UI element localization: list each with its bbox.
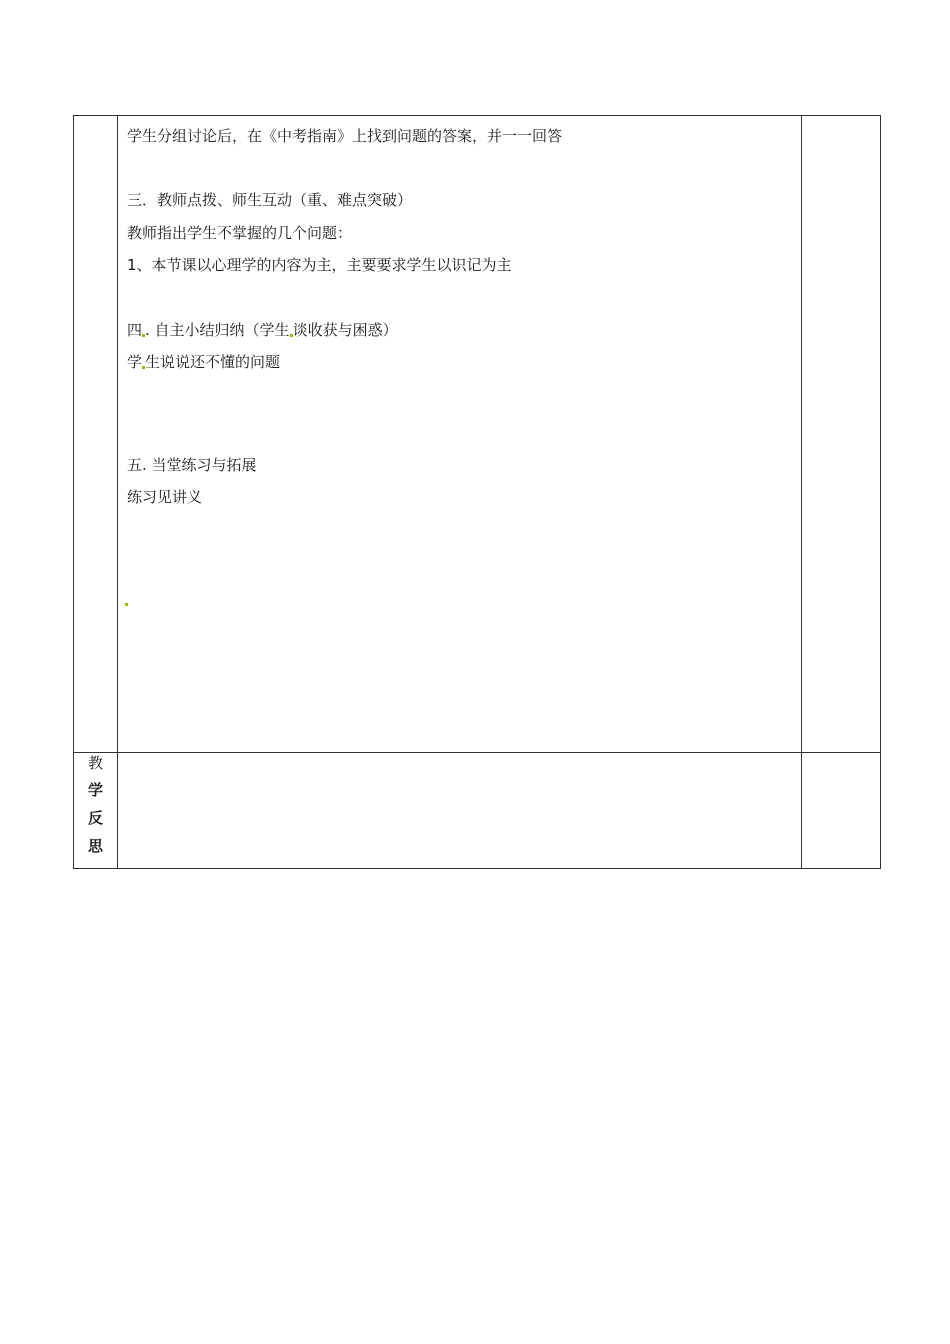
lesson-plan-table — [73, 115, 881, 869]
line-group-discussion: 学生分组讨论后，在《中考指南》上找到问题的答案，并一一回答 — [127, 127, 563, 145]
line-exercises: 练习见讲义 — [127, 488, 203, 506]
section-five-heading: 五. 当堂练习与拓展 — [127, 456, 257, 474]
line-students-questions — [127, 352, 280, 372]
section-four-title-part2: 谈收获与困惑） — [292, 321, 398, 339]
section-three-heading: 三．教师点拨、师生互动（重、难点突破） — [127, 191, 413, 209]
column-divider-left — [117, 116, 118, 868]
line-teacher-points: 教师指出学生不掌握的几个问题： — [127, 224, 353, 242]
line-students-part1: 学 — [127, 353, 143, 371]
row-divider — [74, 752, 880, 753]
line-item-1: 1、本节课以心理学的内容为主，主要要求学生以识记为主 — [127, 256, 512, 274]
section-four-number: 四 — [127, 321, 143, 339]
reflection-label — [74, 753, 117, 869]
section-four-title-part1: . 自主小结归纳（学生 — [145, 321, 290, 339]
reflection-char-4: 思 — [87, 837, 103, 855]
reflection-char-1: 教 — [87, 754, 103, 772]
section-four-heading — [127, 320, 398, 340]
stray-mark — [125, 603, 128, 606]
reflection-char-2: 学 — [87, 781, 103, 799]
column-divider-right — [801, 116, 802, 868]
line-students-part2: 生说说还不懂的问题 — [145, 353, 281, 371]
reflection-char-3: 反 — [87, 809, 103, 827]
